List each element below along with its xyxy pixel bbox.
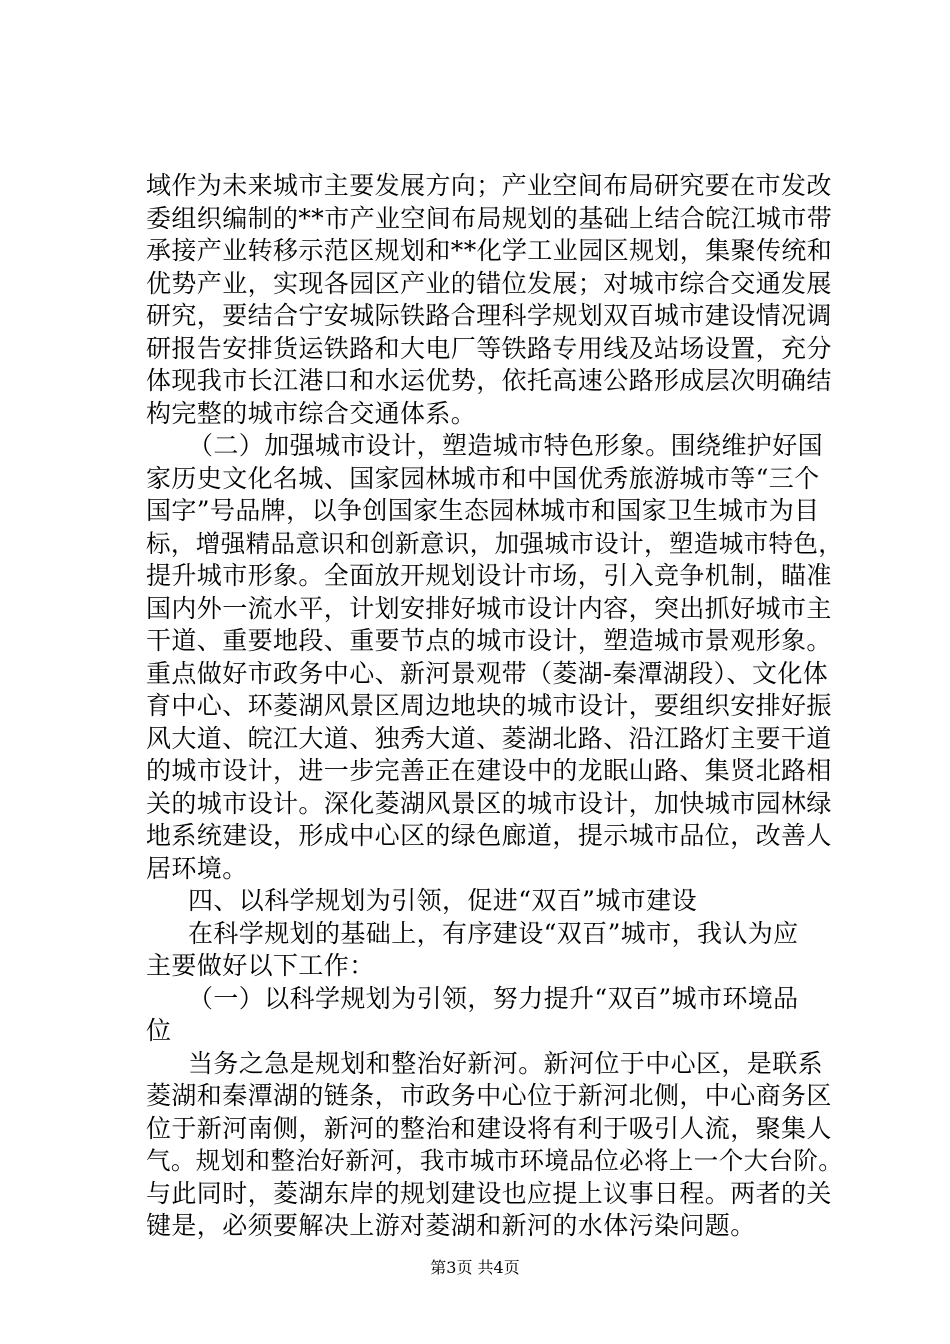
text-line: 与此同时，菱湖东岸的规划建设也应提上议事日程。两者的关 [146,1178,832,1208]
text-line: 气。规划和整治好新河，我市城市环境品位必将上一个大台阶。 [146,1146,844,1175]
text-line: 研报告安排货运铁路和大电厂等铁路专用线及站场设置，充分 [146,333,832,363]
text-line: 关的城市设计。深化菱湖风景区的城市设计，加快城市园林绿 [146,788,832,818]
text-line: 标，增强精品意识和创新意识，加强城市设计，塑造城市特色， [146,528,844,558]
text-line: （二）加强城市设计，塑造城市特色形象。围绕维护好国 [188,431,824,460]
text-line: 风大道、皖江大道、独秀大道、菱湖北路、沿江路灯主要干道 [146,723,832,753]
page-footer: 第3页 共4页 [430,1258,520,1277]
text-line: 国内外一流水平，计划安排好城市设计内容，突出抓好城市主 [146,593,832,623]
text-line: 育中心、环菱湖风景区周边地块的城市设计，要组织安排好振 [146,691,832,720]
text-line: 承接产业转移示范区规划和**化学工业园区规划，集聚传统和 [146,236,833,265]
text-line: 在科学规划的基础上，有序建设“双百”城市，我认为应 [188,918,799,948]
text-line: 提升城市形象。全面放开规划设计市场，引入竞争机制，瞄准 [146,561,832,590]
text-line: 当务之急是规划和整治好新河。新河位于中心区，是联系 [188,1048,824,1078]
text-line: 国字”号品牌，以争创国家生态园林城市和国家卫生城市为目 [146,496,820,525]
text-line: 构完整的城市综合交通体系。 [146,398,477,428]
text-line: 委组织编制的**市产业空间布局规划的基础上结合皖江城市带 [146,203,833,233]
text-line: 菱湖和秦潭湖的链条，市政务中心位于新河北侧，中心商务区 [146,1081,832,1110]
text-line: 体现我市长江港口和水运优势，依托高速公路形成层次明确结 [146,366,832,395]
text-line: （一）以科学规划为引领，努力提升“双百”城市环境品 [188,983,799,1013]
text-line: 地系统建设，形成中心区的绿色廊道，提示城市品位，改善人 [146,821,832,850]
document-body [146,170,846,1243]
text-line: 四、以科学规划为引领，促进“双百”城市建设 [188,886,697,915]
text-line: 优势产业，实现各园区产业的错位发展；对城市综合交通发展 [146,268,832,298]
text-line: 重点做好市政务中心、新河景观带（菱湖-秦潭湖段）、文化体 [146,658,829,688]
text-line: 键是，必须要解决上游对菱湖和新河的水体污染问题。 [146,1211,756,1240]
text-line: 主要做好以下工作： [146,951,375,980]
text-line: 研究，要结合宁安城际铁路合理科学规划双百城市建设情况调 [146,301,832,330]
text-line: 的城市设计，进一步完善正在建设中的龙眠山路、集贤北路相 [146,756,832,785]
text-line: 位 [146,1016,172,1045]
text-line: 域作为未来城市主要发展方向；产业空间布局研究要在市发改 [146,171,832,200]
text-line: 位于新河南侧，新河的整治和建设将有利于吸引人流，聚集人 [146,1113,832,1143]
text-line: 居环境。 [146,853,248,883]
text-line: 干道、重要地段、重要节点的城市设计，塑造城市景观形象。 [146,626,832,655]
text-line: 家历史文化名城、国家园林城市和中国优秀旅游城市等“三个 [146,463,820,493]
